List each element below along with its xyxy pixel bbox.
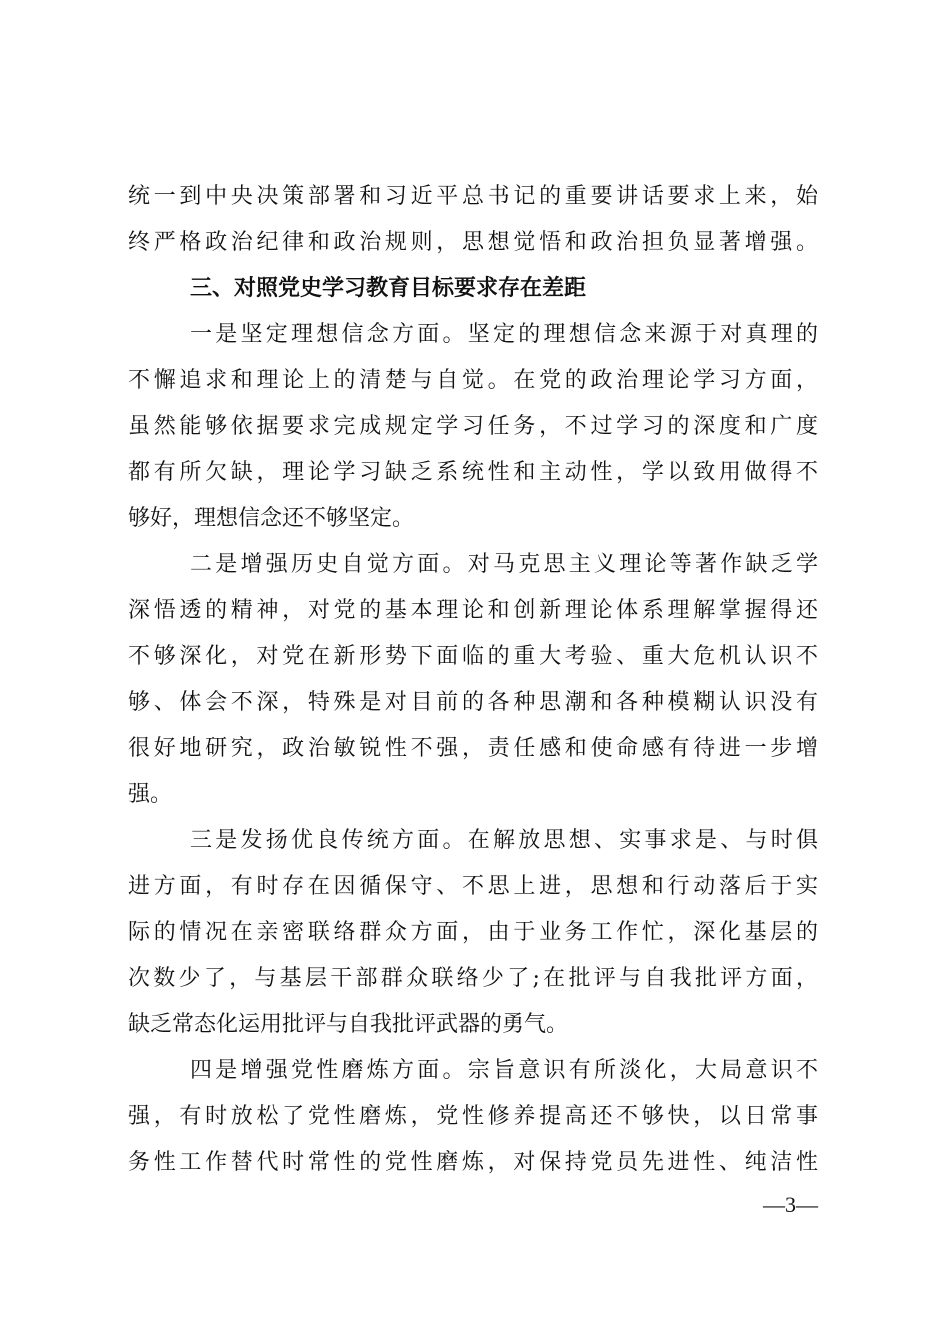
text-line: 强。: [128, 782, 173, 807]
text-line: 际的情况在亲密联络群众方面，由于业务工作忙，深化基层的: [128, 920, 818, 945]
text-line: 都有所欠缺，理论学习缺乏系统性和主动性，学以致用做得不: [128, 460, 818, 485]
text-line: 一是坚定理想信念方面。坚定的理想信念来源于对真理的: [190, 322, 818, 347]
text-line: 深悟透的精神，对党的基本理论和创新理论体系理解掌握得还: [128, 598, 818, 623]
paragraph: [128, 818, 818, 1048]
document-body: [128, 174, 818, 1186]
text-line: 二是增强历史自觉方面。对马克思主义理论等著作缺乏学: [190, 552, 818, 577]
paragraph: [128, 312, 818, 542]
text-line: 虽然能够依据要求完成规定学习任务，不过学习的深度和广度: [128, 414, 818, 439]
text-line: 次数少了，与基层干部群众联络少了;在批评与自我批评方面，: [128, 966, 818, 991]
paragraph: [128, 174, 818, 266]
paragraph: [128, 1048, 818, 1186]
text-line: 够好，理想信念还不够坚定。: [128, 506, 415, 531]
text-line: 四是增强党性磨炼方面。宗旨意识有所淡化，大局意识不: [190, 1058, 818, 1083]
text-line: 三是发扬优良传统方面。在解放思想、实事求是、与时俱: [190, 828, 818, 853]
paragraph: [128, 542, 818, 818]
text-line: 不懈追求和理论上的清楚与自觉。在党的政治理论学习方面，: [128, 368, 818, 393]
section-heading: [128, 266, 818, 312]
text-line: 统一到中央决策部署和习近平总书记的重要讲话要求上来，始: [128, 184, 818, 209]
text-line: 够、体会不深，特殊是对目前的各种思潮和各种模糊认识没有: [128, 690, 818, 715]
text-line: 进方面，有时存在因循保守、不思上进，思想和行动落后于实: [128, 874, 818, 899]
text-line: 终严格政治纪律和政治规则，思想觉悟和政治担负显著增强。: [128, 230, 818, 255]
text-line: 很好地研究，政治敏锐性不强，责任感和使命感有待进一步增: [128, 736, 818, 761]
text-line: 务性工作替代时常性的党性磨炼，对保持党员先进性、纯洁性: [128, 1150, 818, 1175]
text-line: 不够深化，对党在新形势下面临的重大考验、重大危机认识不: [128, 644, 818, 669]
text-line: 缺乏常态化运用批评与自我批评武器的勇气。: [128, 1012, 569, 1037]
text-line: 三、对照党史学习教育目标要求存在差距: [190, 276, 587, 301]
text-line: 强，有时放松了党性磨炼，党性修养提高还不够快，以日常事: [128, 1104, 818, 1129]
page-number: —3—: [763, 1192, 818, 1217]
